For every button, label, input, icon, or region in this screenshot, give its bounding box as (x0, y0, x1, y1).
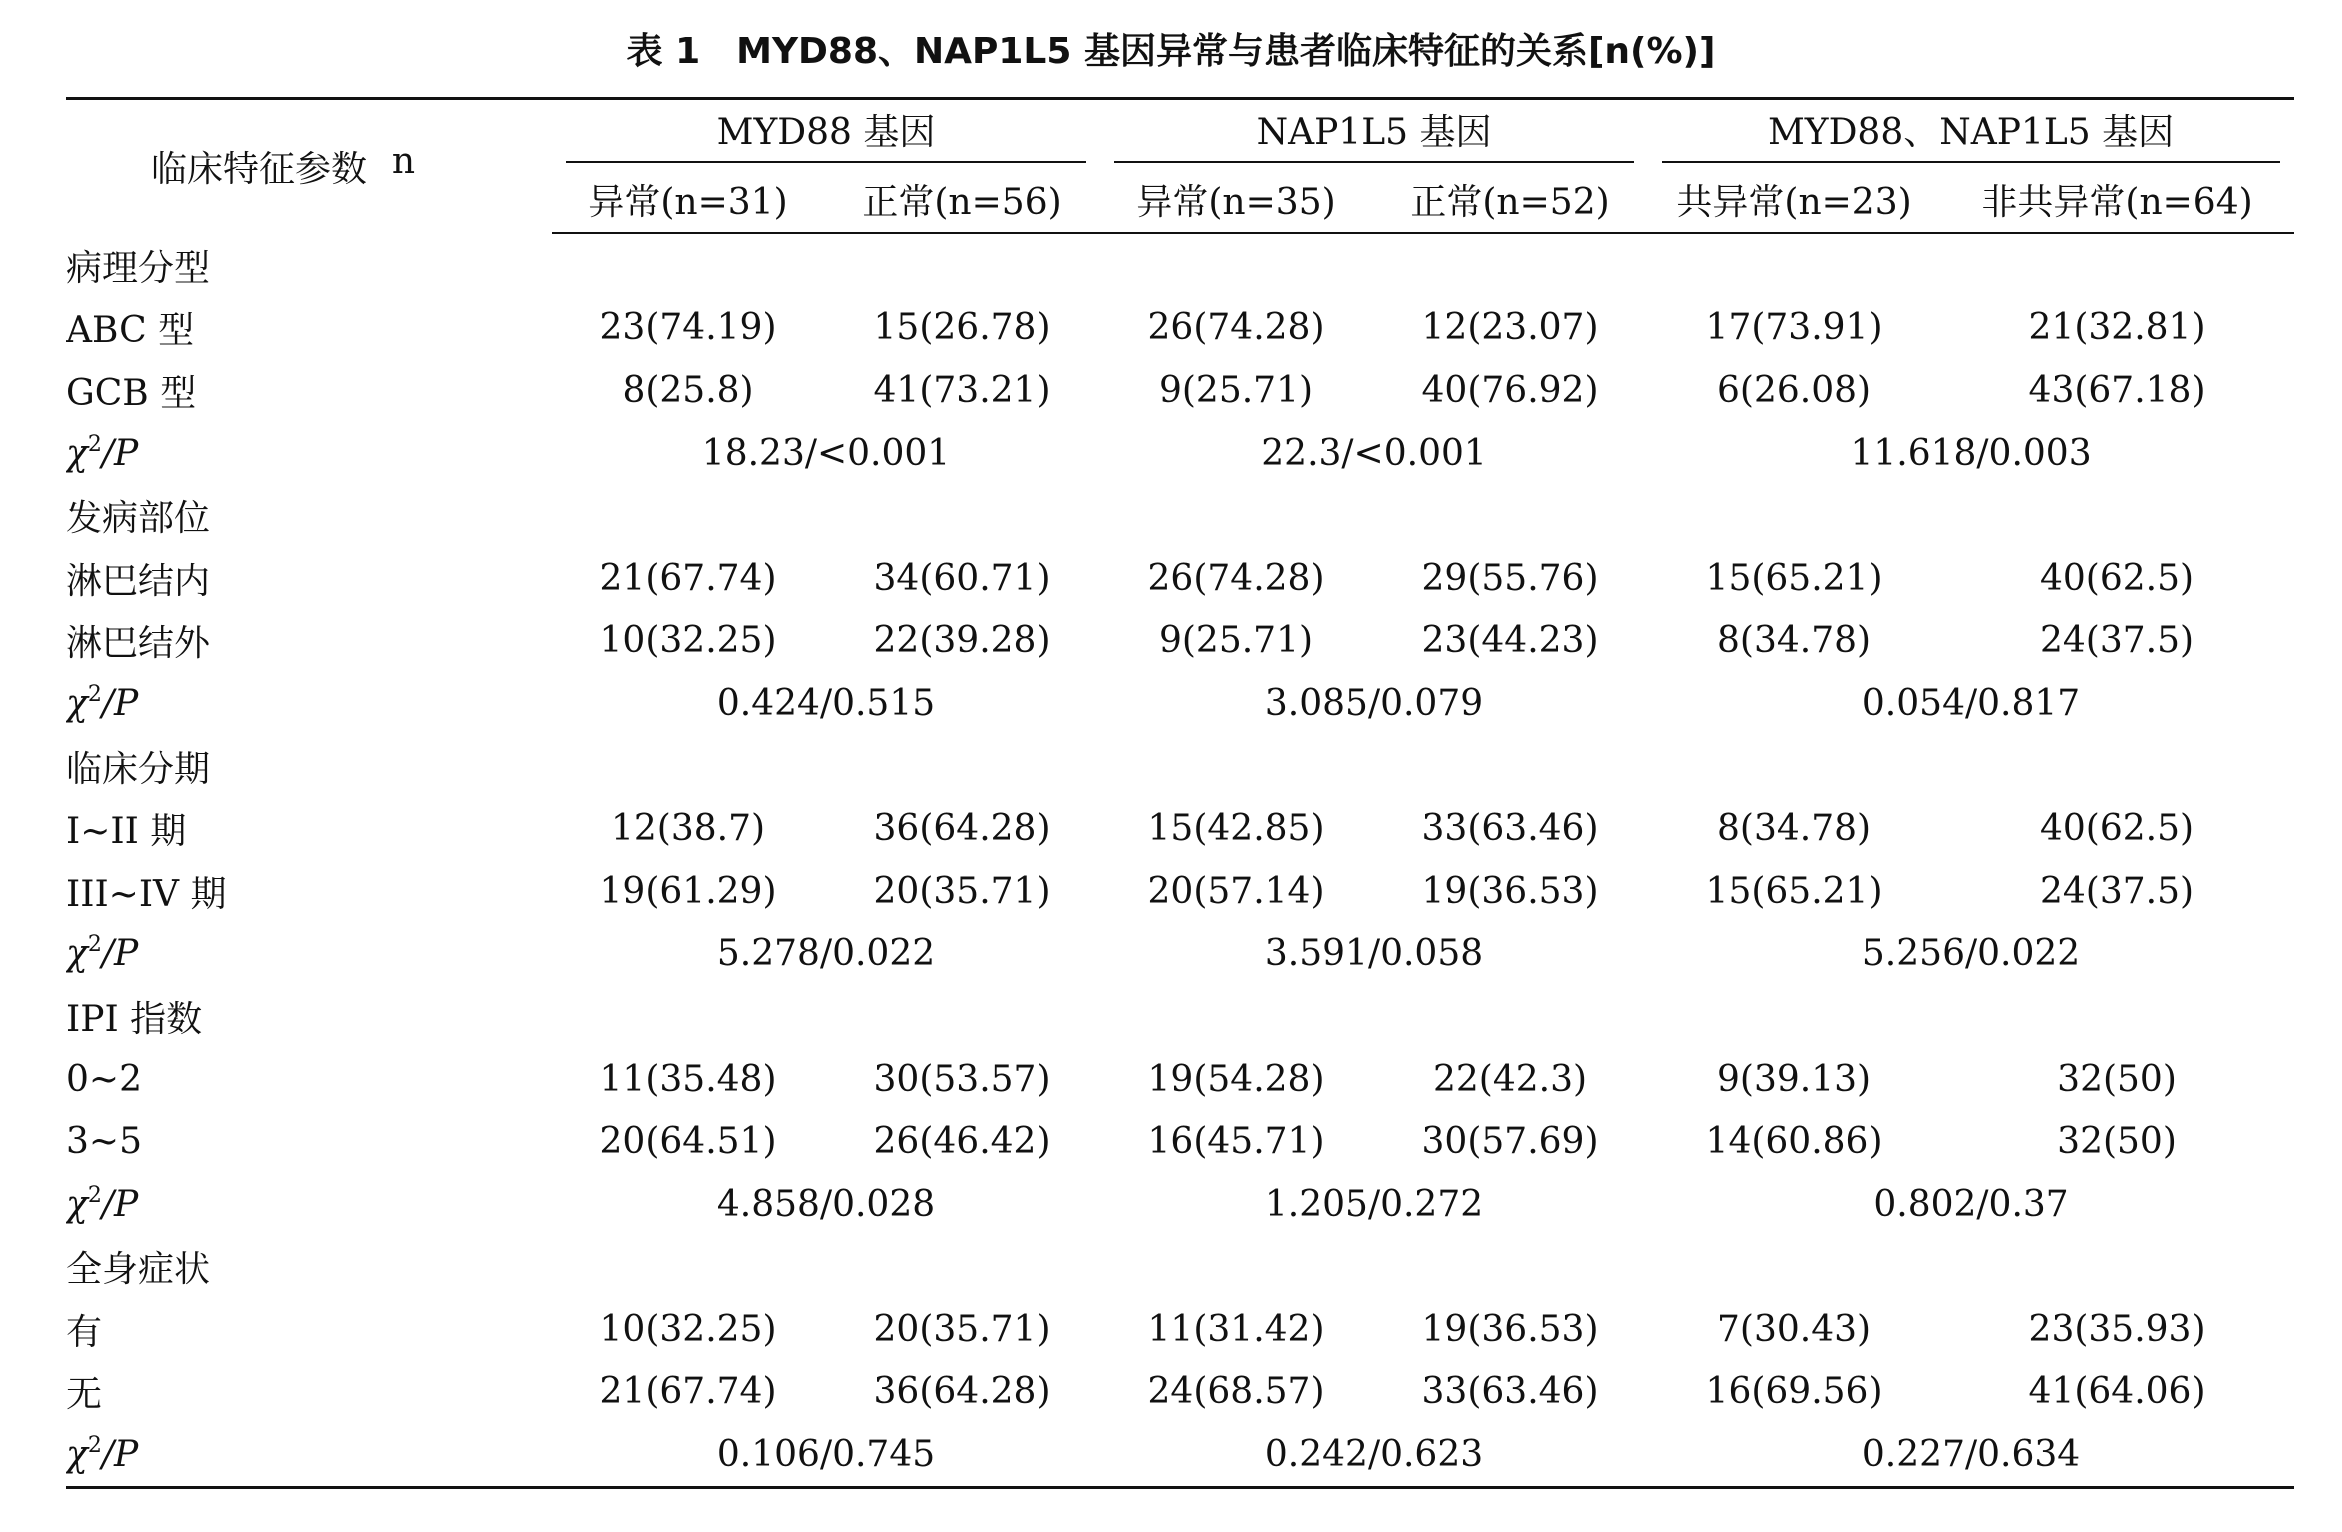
cell-value: 19(36.53) (1421, 870, 1599, 912)
cell-value: 10(32.25) (599, 620, 777, 662)
stat-rest: /P (101, 682, 139, 724)
cell-value: 24(37.5) (2040, 620, 2195, 662)
cell-value: 9(25.71) (1158, 369, 1314, 411)
param-header (66, 99, 552, 234)
cell-value: 12(23.07) (1421, 307, 1599, 349)
category-row (66, 735, 2294, 798)
clinical-features-table (66, 97, 2294, 1489)
cell-value: 20(35.71) (873, 870, 1051, 912)
cell-value: 8(34.78) (1717, 620, 1872, 662)
cell-value: 24(37.5) (2040, 870, 2195, 912)
cell-value: 12(38.7) (610, 808, 766, 850)
stat-rest: /P (101, 1183, 139, 1225)
stat-value: 0.054/0.817 (1861, 682, 2081, 724)
stat-value: 3.591/0.058 (1264, 933, 1484, 975)
category-label: 病理分型 (66, 247, 211, 289)
stat-chi: χ (66, 682, 88, 724)
category-row (66, 233, 2294, 297)
stat-value: 5.256/0.022 (1861, 933, 2081, 975)
stat-label (66, 672, 552, 735)
cell-value: 40(62.5) (2040, 557, 2195, 599)
col-header: 异常(n=31) (552, 167, 824, 233)
cell-value: 14(60.86) (1705, 1121, 1883, 1163)
stat-value: 5.278/0.022 (716, 933, 936, 975)
param-header-label: 临床特征参数 (151, 149, 368, 190)
stat-label (66, 1173, 552, 1236)
table-body (66, 233, 2294, 1487)
stat-row (66, 672, 2294, 735)
stat-value: 4.858/0.028 (716, 1183, 936, 1225)
stat-value: 0.106/0.745 (716, 1434, 936, 1476)
cell-value: 22(42.3) (1432, 1058, 1588, 1100)
group-header-combined: MYD88、NAP1L5 基因 (1648, 99, 2294, 168)
cell-value: 22(39.28) (873, 620, 1051, 662)
row-label: 淋巴结内 (66, 560, 211, 602)
cell-value: 20(64.51) (599, 1121, 777, 1163)
cell-value: 15(65.21) (1705, 557, 1883, 599)
data-row (66, 610, 2294, 673)
stat-value: 18.23/<0.001 (701, 432, 951, 474)
row-label: 无 (66, 1374, 103, 1416)
cell-value: 36(64.28) (873, 1371, 1051, 1413)
row-label: I~II 期 (66, 811, 187, 853)
cell-value: 11(31.42) (1147, 1308, 1325, 1350)
row-label: ABC 型 (66, 310, 195, 352)
table-header (66, 99, 2294, 234)
category-label: 全身症状 (66, 1249, 211, 1291)
data-row (66, 797, 2294, 860)
caption-label: 表 1 (626, 31, 701, 72)
cell-value: 33(63.46) (1421, 808, 1599, 850)
cell-value: 19(36.53) (1421, 1308, 1599, 1350)
cell-value: 9(39.13) (1717, 1058, 1872, 1100)
group-header-nap1l5: NAP1L5 基因 (1100, 99, 1648, 168)
data-row (66, 1048, 2294, 1111)
stat-rest: /P (101, 933, 139, 975)
cell-value: 17(73.91) (1705, 307, 1883, 349)
stat-label (66, 923, 552, 986)
cell-value: 21(32.81) (2028, 307, 2206, 349)
stat-value: 22.3/<0.001 (1261, 432, 1487, 474)
stat-row (66, 422, 2294, 485)
cell-value: 16(45.71) (1147, 1121, 1325, 1163)
category-label: 发病部位 (66, 498, 211, 540)
stat-value: 3.085/0.079 (1264, 682, 1484, 724)
cell-value: 41(73.21) (873, 369, 1051, 411)
row-label: 3~5 (66, 1121, 142, 1163)
cell-value: 32(50) (2057, 1058, 2177, 1100)
row-label: 0~2 (66, 1058, 142, 1100)
category-row (66, 484, 2294, 547)
row-label: III~IV 期 (66, 873, 227, 915)
stat-chi: χ (66, 432, 88, 474)
col-header: 正常(n=56) (824, 167, 1100, 233)
cell-value: 8(25.8) (622, 369, 754, 411)
row-label: 有 (66, 1311, 103, 1353)
category-row (66, 985, 2294, 1048)
stat-chi: χ (66, 1183, 88, 1225)
stat-sup: 2 (87, 932, 102, 958)
stat-sup: 2 (87, 681, 102, 707)
cell-value: 34(60.71) (873, 557, 1051, 599)
stat-value: 0.227/0.634 (1861, 1434, 2081, 1476)
cell-value: 41(64.06) (2028, 1371, 2206, 1413)
cell-value: 33(63.46) (1421, 1371, 1599, 1413)
cell-value: 21(67.74) (599, 557, 777, 599)
col-header: 共异常(n=23) (1648, 167, 1940, 233)
cell-value: 7(30.43) (1717, 1308, 1872, 1350)
cell-value: 32(50) (2057, 1121, 2177, 1163)
cell-value: 19(61.29) (599, 870, 777, 912)
stat-row (66, 1423, 2294, 1487)
cell-value: 19(54.28) (1147, 1058, 1325, 1100)
data-row (66, 547, 2294, 610)
stat-value: 0.802/0.37 (1873, 1183, 2069, 1225)
cell-value: 30(57.69) (1421, 1121, 1599, 1163)
stat-value: 0.424/0.515 (716, 682, 936, 724)
stat-value: 0.242/0.623 (1264, 1434, 1484, 1476)
cell-value: 23(44.23) (1421, 620, 1599, 662)
data-row (66, 1110, 2294, 1173)
stat-row (66, 923, 2294, 986)
cell-value: 21(67.74) (599, 1371, 777, 1413)
stat-row (66, 1173, 2294, 1236)
data-row (66, 1298, 2294, 1361)
stat-value: 1.205/0.272 (1264, 1183, 1484, 1225)
group-header-myd88: MYD88 基因 (552, 99, 1100, 168)
n-header: n (391, 141, 416, 182)
cell-value: 6(26.08) (1717, 369, 1872, 411)
category-label: IPI 指数 (66, 998, 203, 1040)
cell-value: 26(46.42) (873, 1121, 1051, 1163)
row-label: 淋巴结外 (66, 623, 211, 665)
caption-title: MYD88、NAP1L5 基因异常与患者临床特征的关系[n(%)] (736, 31, 1716, 72)
stat-label (66, 1423, 552, 1487)
data-row (66, 359, 2294, 422)
cell-value: 40(76.92) (1421, 369, 1599, 411)
cell-value: 8(34.78) (1717, 808, 1872, 850)
cell-value: 26(74.28) (1147, 307, 1325, 349)
stat-chi: χ (66, 1434, 88, 1476)
category-row (66, 1236, 2294, 1299)
cell-value: 23(35.93) (2028, 1308, 2206, 1350)
cell-value: 36(64.28) (873, 808, 1051, 850)
cell-value: 15(65.21) (1705, 870, 1883, 912)
cell-value: 30(53.57) (873, 1058, 1051, 1100)
table-caption (0, 22, 2342, 82)
cell-value: 20(35.71) (873, 1308, 1051, 1350)
stat-sup: 2 (87, 1433, 102, 1459)
col-header: 非共异常(n=64) (1940, 167, 2294, 233)
col-header: 正常(n=52) (1372, 167, 1648, 233)
stat-value: 11.618/0.003 (1850, 432, 2092, 474)
cell-value: 43(67.18) (2028, 369, 2206, 411)
cell-value: 10(32.25) (599, 1308, 777, 1350)
stat-rest: /P (101, 1434, 139, 1476)
data-row (66, 860, 2294, 923)
cell-value: 20(57.14) (1147, 870, 1325, 912)
cell-value: 29(55.76) (1421, 557, 1599, 599)
row-label: GCB 型 (66, 372, 197, 414)
cell-value: 23(74.19) (599, 307, 777, 349)
category-label: 临床分期 (66, 748, 211, 790)
data-row (66, 297, 2294, 360)
cell-value: 15(42.85) (1147, 808, 1325, 850)
col-header: 异常(n=35) (1100, 167, 1372, 233)
cell-value: 11(35.48) (599, 1058, 777, 1100)
cell-value: 15(26.78) (873, 307, 1051, 349)
cell-value: 24(68.57) (1147, 1371, 1325, 1413)
stat-sup: 2 (87, 431, 102, 457)
stat-chi: χ (66, 933, 88, 975)
cell-value: 26(74.28) (1147, 557, 1325, 599)
cell-value: 9(25.71) (1158, 620, 1314, 662)
cell-value: 16(69.56) (1705, 1371, 1883, 1413)
data-row (66, 1361, 2294, 1424)
stat-rest: /P (101, 432, 139, 474)
stat-sup: 2 (87, 1182, 102, 1208)
cell-value: 40(62.5) (2040, 808, 2195, 850)
stat-label (66, 422, 552, 485)
